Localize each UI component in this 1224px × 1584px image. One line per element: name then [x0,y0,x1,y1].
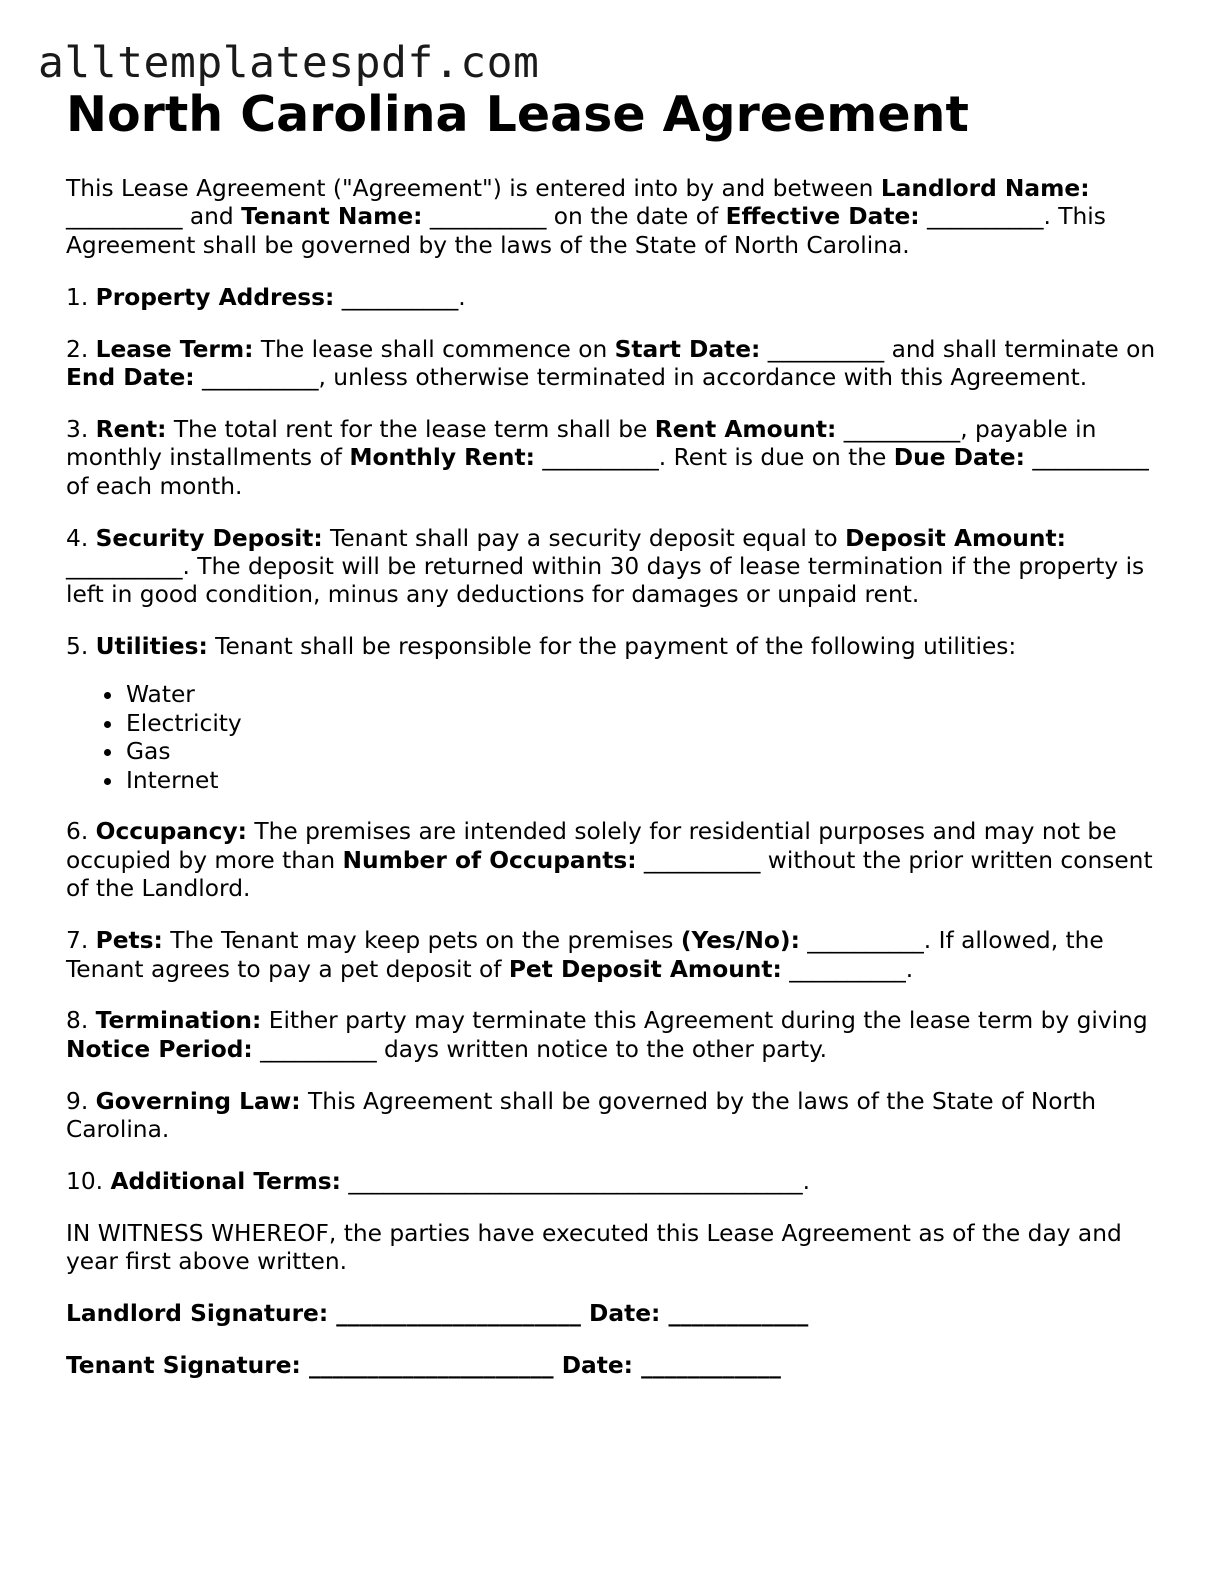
additional-terms-blank[interactable]: _______________________________________ [348,1168,803,1196]
section-number: 3. [66,415,96,443]
pets-yes-no-label: (Yes/No): [680,927,800,955]
list-item: Internet [126,767,1166,795]
section-occupancy [66,818,1166,903]
lease-term-label: Lease Term: [95,335,254,363]
section-text: of each month. [66,472,243,500]
section-text: The total rent for the lease term shall be [166,415,655,443]
section-text: . [458,283,466,311]
start-date-label: Start Date: [614,335,761,363]
tenant-signature-blank[interactable]: _____________________ [308,1352,554,1380]
due-date-blank[interactable]: __________ [1032,444,1149,472]
landlord-signature-blank[interactable]: _____________________ [336,1300,581,1328]
section-text: . The deposit will be returned within 30 days of lease termination if the property is left in good condition, minus any deductions for damages or unpaid rent. [66,553,1145,609]
notice-period-blank[interactable]: __________ [260,1035,377,1063]
landlord-date-label: Date: [589,1300,661,1328]
pet-deposit-amount-blank[interactable]: __________ [789,955,906,983]
list-item: Water [126,681,1166,709]
notice-period-label: Notice Period: [66,1035,253,1063]
landlord-date-blank[interactable]: ____________ [668,1300,809,1328]
section-number: 4. [66,524,96,552]
start-date-blank[interactable]: __________ [767,335,885,363]
pets-label: Pets: [95,927,163,955]
landlord-name-blank[interactable]: __________ [66,203,183,231]
section-text: without the prior written consent of the Landlord. [66,846,1153,903]
section-number: 5. [66,633,96,661]
section-security-deposit [66,525,1166,610]
utilities-label: Utilities: [95,633,208,661]
list-item: Electricity [126,710,1166,738]
deposit-amount-label: Deposit Amount: [845,524,1066,552]
termination-label: Termination: [95,1007,262,1035]
tenant-signature-label: Tenant Signature: [66,1352,301,1380]
section-pets [66,927,1166,984]
utilities-list [66,681,1166,795]
effective-date-label: Effective Date: [725,203,920,231]
section-text: . [905,955,914,983]
landlord-name-label: Landlord Name: [880,175,1090,202]
section-text: Tenant shall be responsible for the payment of the following utilities: [207,633,1017,661]
deposit-amount-blank[interactable]: __________ [66,553,183,581]
section-lease-term [66,336,1166,393]
landlord-signature-label: Landlord Signature: [66,1300,329,1328]
intro-text: This Lease Agreement ("Agreement") is entered into by and between [66,175,881,202]
intro-text: and [182,203,242,231]
section-number: 9. [66,1087,96,1115]
intro-text: on the date of [546,203,726,231]
section-property-address [66,284,1166,312]
rent-amount-blank[interactable]: __________ [843,415,961,443]
pet-deposit-amount-label: Pet Deposit Amount: [508,955,782,983]
watermark: alltemplatespdf.com [38,38,540,88]
property-address-label: Property Address: [95,283,335,311]
section-text: The Tenant may keep pets on the premises [162,927,681,955]
section-text: and shall terminate on [884,335,1156,363]
rent-label: Rent: [95,415,167,443]
section-text: The lease shall commence on [253,335,615,363]
number-of-occupants-label: Number of Occupants: [342,846,637,874]
monthly-rent-label: Monthly Rent: [349,444,535,472]
pets-yes-no-blank[interactable]: __________ [807,927,924,955]
additional-terms-label: Additional Terms: [110,1168,341,1196]
section-text: Tenant shall pay a security deposit equal to [322,524,846,552]
section-text: days written notice to the other party. [376,1035,827,1063]
security-deposit-label: Security Deposit: [95,524,323,552]
section-termination [66,1007,1166,1064]
document-body [66,175,1166,1404]
section-additional-terms [66,1168,1166,1196]
section-text: This Agreement shall be governed by the laws of the State of North Carolina. [66,1087,1097,1144]
tenant-name-blank[interactable]: __________ [429,203,547,231]
monthly-rent-blank[interactable]: __________ [542,444,659,472]
intro-paragraph [66,175,1166,260]
intro-text: . This Agreement shall be governed by the laws of the State of North Carolina. [66,203,1106,259]
witness-paragraph: IN WITNESS WHEREOF, the parties have executed this Lease Agreement as of the day and year first above written. [66,1219,1122,1276]
tenant-signature-line [66,1352,1166,1380]
section-text: . Rent is due on the [658,444,894,472]
section-number: 8. [66,1007,96,1035]
section-number: 10. [66,1168,111,1196]
end-date-label: End Date: [66,364,195,392]
document-title: North Carolina Lease Agreement [66,86,969,143]
tenant-date-blank[interactable]: ____________ [641,1352,781,1380]
section-text: , payable in monthly installments of [66,415,1097,472]
property-address-blank[interactable]: __________ [341,283,459,311]
landlord-signature-line [66,1300,1166,1328]
tenant-name-label: Tenant Name: [241,203,423,231]
occupancy-label: Occupancy: [95,818,247,846]
end-date-blank[interactable]: __________ [202,364,319,392]
section-text: . If allowed, the Tenant agrees to pay a pet deposit of [66,927,1104,983]
section-text: , unless otherwise terminated in accordance with this Agreement. [318,364,1088,392]
due-date-label: Due Date: [893,444,1025,472]
section-number: 7. [66,927,96,955]
section-governing-law [66,1088,1166,1145]
tenant-date-label: Date: [561,1352,634,1380]
list-item: Gas [126,738,1166,766]
governing-law-label: Governing Law: [95,1087,301,1115]
section-rent [66,416,1166,501]
section-number: 1. [66,283,96,311]
number-of-occupants-blank[interactable]: __________ [643,846,761,874]
section-number: 2. [66,335,96,363]
section-utilities [66,633,1166,661]
section-text: Either party may terminate this Agreement during the lease term by giving [261,1007,1148,1035]
section-text: The premises are intended solely for residential purposes and may not be occupied by more than [66,818,1117,874]
rent-amount-label: Rent Amount: [654,415,837,443]
section-number: 6. [66,818,96,846]
effective-date-blank[interactable]: __________ [926,203,1044,231]
section-text: . [802,1168,811,1196]
